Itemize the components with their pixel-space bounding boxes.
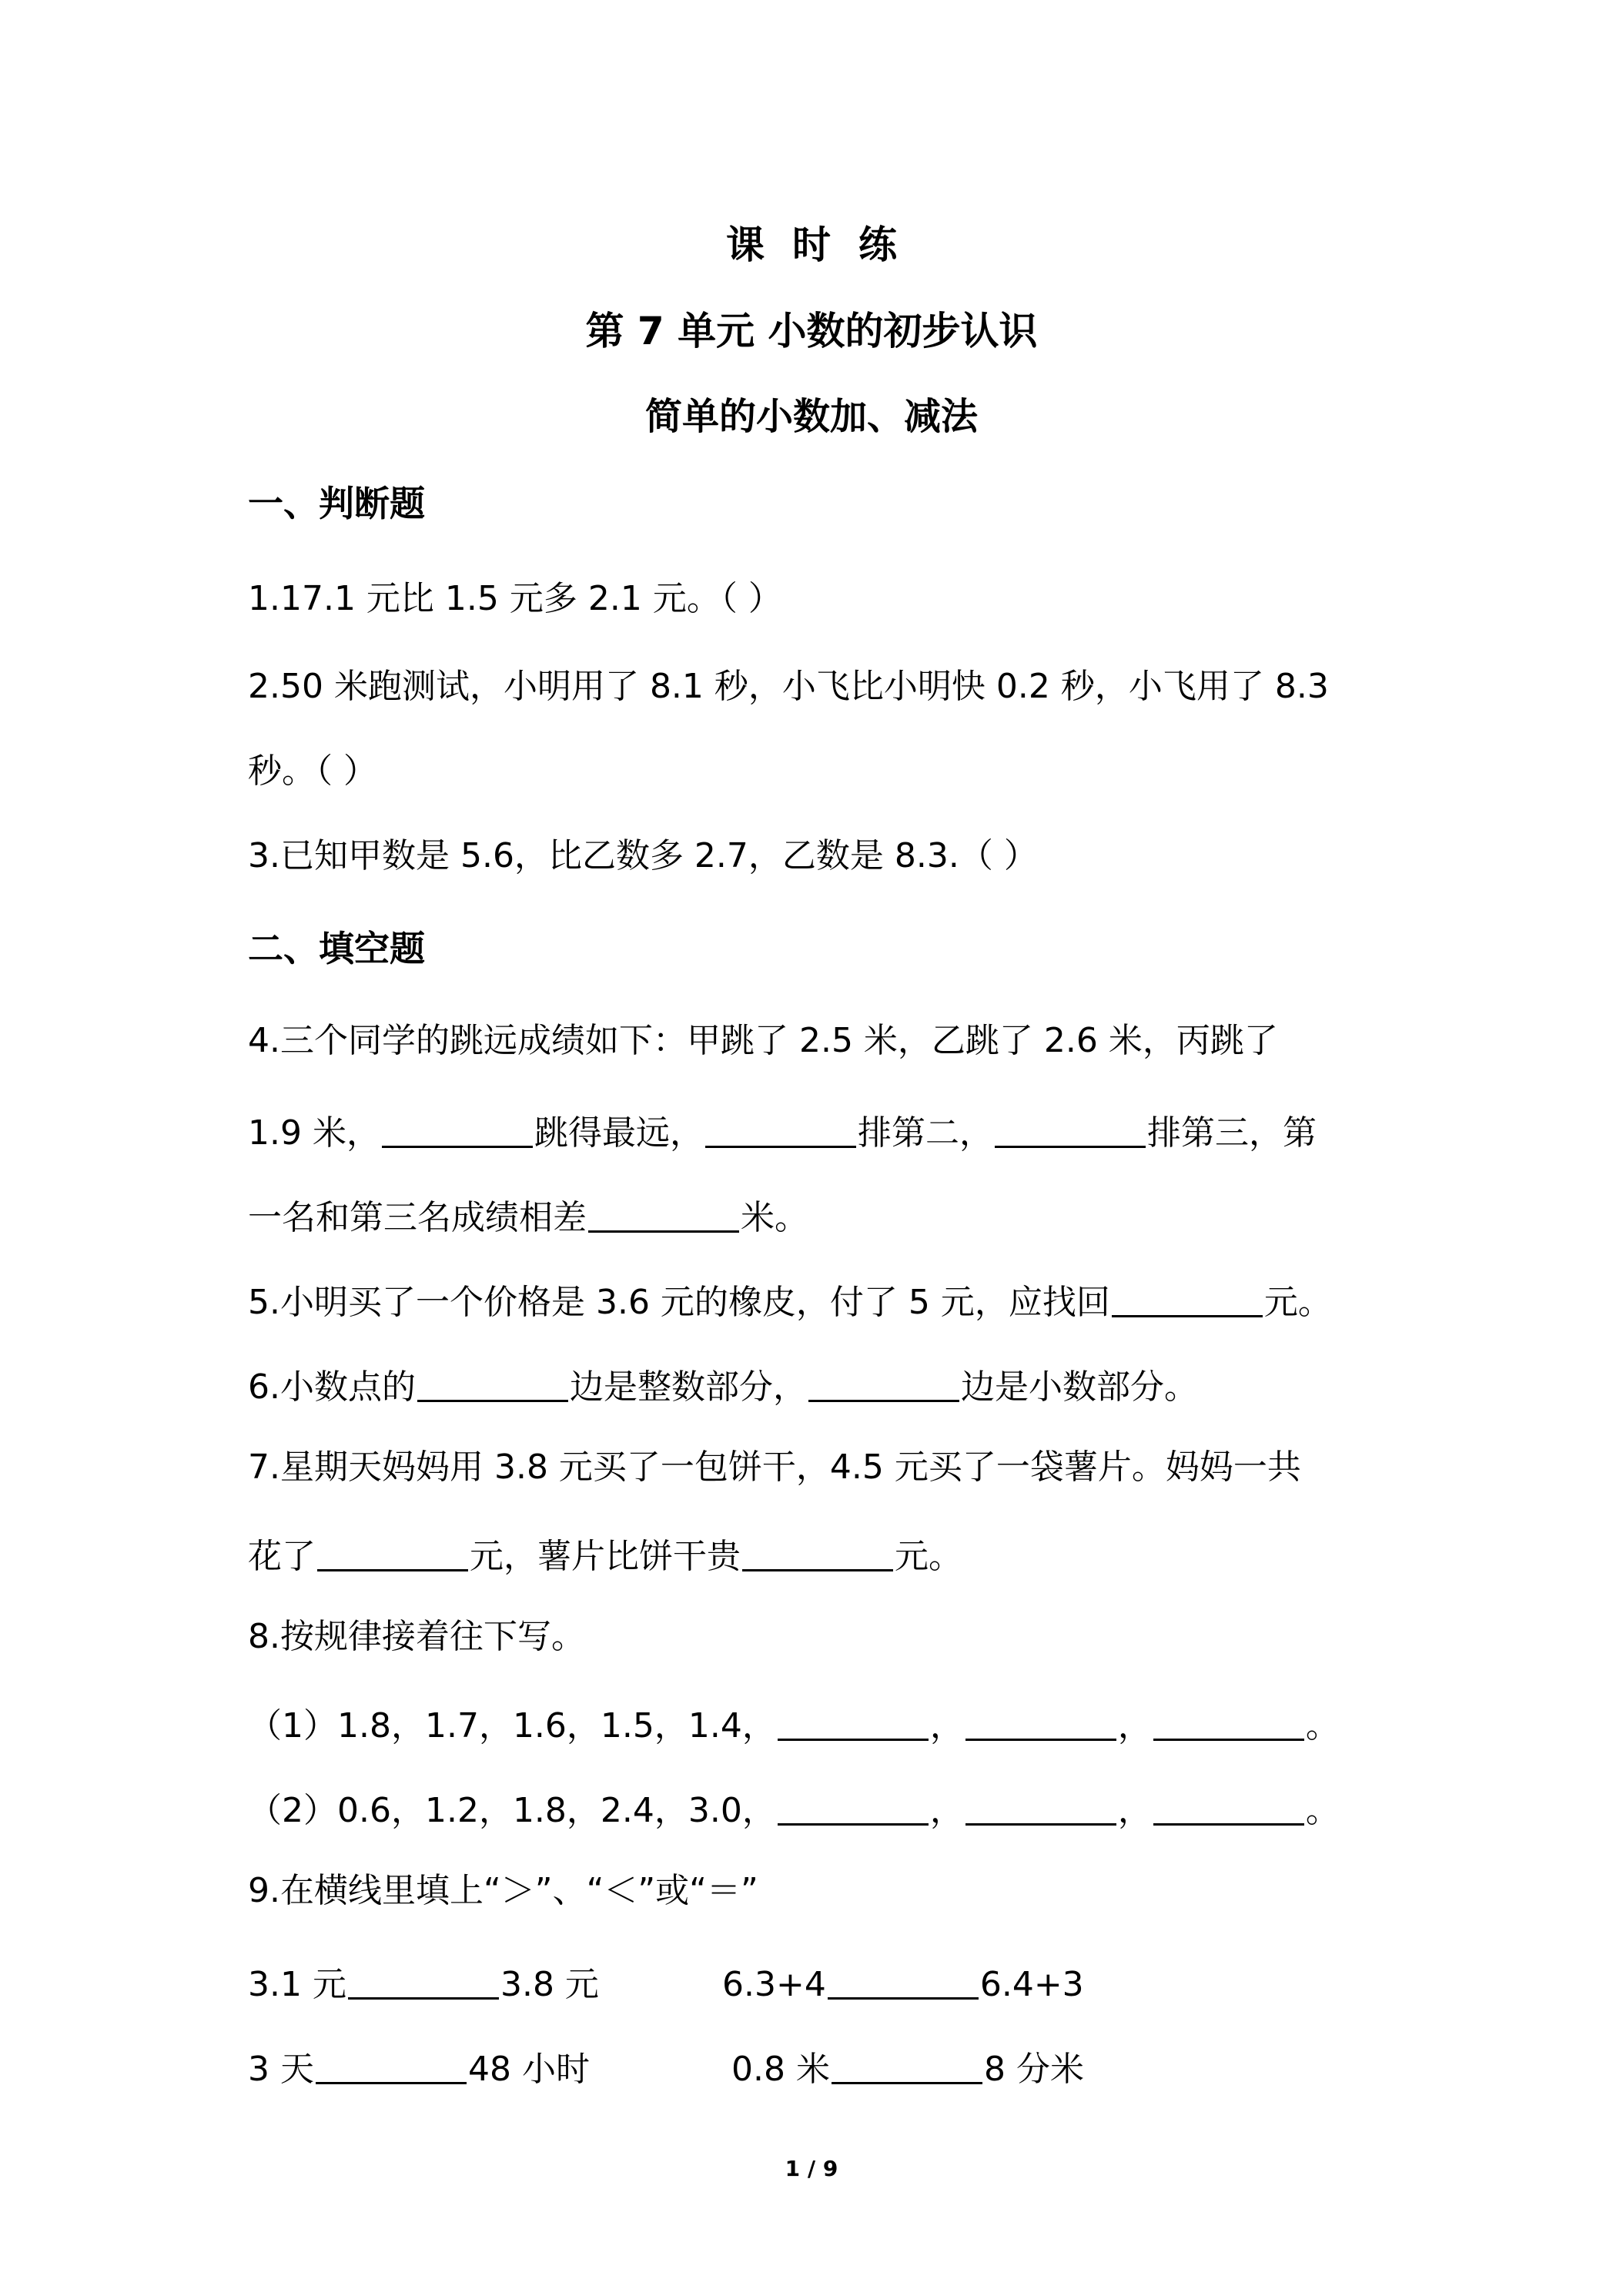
- q6-text-b: 边是整数部分，: [569, 1367, 807, 1407]
- unit-title: 第 7 单元 小数的初步认识: [585, 309, 1038, 353]
- q9-a-blank[interactable]: [348, 1960, 499, 2000]
- section-fill-blank-heading: 二、填空题: [248, 928, 425, 969]
- q5-blank[interactable]: [1112, 1278, 1263, 1317]
- q7-blank-1[interactable]: [317, 1532, 468, 1571]
- q9-c-right: 48 小时: [467, 2050, 590, 2090]
- page-number: 1 / 9: [785, 2156, 838, 2181]
- q8-2-blank-3[interactable]: [1153, 1786, 1304, 1826]
- question-2-line-2: 秒。（ ）: [248, 751, 377, 791]
- q9-b-left: 6.3+4: [722, 1965, 826, 2005]
- q7-blank-2[interactable]: [742, 1532, 893, 1571]
- q9-d-right: 8 分米: [983, 2050, 1084, 2090]
- q8-1-period: 。: [1305, 1706, 1340, 1746]
- q5-text-a: 5.小明买了一个价格是 3.6 元的橡皮，付了 5 元，应找回: [248, 1283, 1110, 1323]
- q4-text-e: 一名和第三名成绩相差: [248, 1198, 587, 1238]
- question-7-line-2: [248, 1532, 962, 1578]
- q8-1-comma-1: ，: [929, 1706, 964, 1746]
- question-8-title: 8.按规律接着往下写。: [248, 1617, 585, 1656]
- question-8-part-1: [248, 1702, 1340, 1747]
- q5-text-b: 元。: [1263, 1283, 1332, 1323]
- q6-text-c: 边是小数部分。: [960, 1367, 1198, 1407]
- q8-2-blank-1[interactable]: [778, 1786, 929, 1826]
- q8-1-blank-1[interactable]: [778, 1702, 929, 1741]
- question-6: [248, 1363, 1198, 1408]
- q8-2-comma-2: ，: [1117, 1791, 1152, 1831]
- q6-blank-1[interactable]: [417, 1363, 568, 1402]
- q4-text-c: 排第二，: [857, 1113, 993, 1153]
- q4-blank-1[interactable]: [382, 1109, 533, 1148]
- question-2-line-1: 2.50 米跑测试，小明用了 8.1 秒，小飞比小明快 0.2 秒，小飞用了 8.3: [248, 667, 1329, 706]
- question-4-line-2: [248, 1109, 1317, 1154]
- question-9-row-1: [248, 1960, 599, 2006]
- question-9-row-2-b: [731, 2045, 1084, 2090]
- q4-text-b: 跳得最远，: [534, 1113, 704, 1153]
- question-9-title: 9.在横线里填上“＞”、“＜”或“＝”: [248, 1871, 758, 1910]
- question-8-part-2: [248, 1786, 1340, 1832]
- q8-2-sequence: （2）0.6，1.2，1.8，2.4，3.0，: [248, 1791, 776, 1831]
- q9-c-blank[interactable]: [316, 2045, 467, 2084]
- q8-1-blank-2[interactable]: [965, 1702, 1116, 1741]
- question-9-row-1-b: [722, 1960, 1084, 2006]
- q9-d-left: 0.8 米: [731, 2050, 830, 2090]
- q8-1-sequence: （1）1.8，1.7，1.6，1.5，1.4，: [248, 1706, 776, 1746]
- section-true-false-heading: 一、判断题: [248, 483, 425, 524]
- q6-blank-2[interactable]: [808, 1363, 959, 1402]
- q9-d-blank[interactable]: [832, 2045, 982, 2084]
- q9-c-left: 3 天: [248, 2050, 314, 2090]
- q8-2-period: 。: [1305, 1791, 1340, 1831]
- q7-text-a: 花了: [248, 1537, 316, 1577]
- q4-text-f: 米。: [741, 1198, 808, 1238]
- q4-blank-4[interactable]: [588, 1193, 739, 1233]
- q9-a-left: 3.1 元: [248, 1965, 346, 2005]
- lesson-title: 简单的小数加、减法: [644, 395, 978, 438]
- question-9-row-2: [248, 2045, 590, 2090]
- q9-b-blank[interactable]: [828, 1960, 979, 2000]
- q4-text-d: 排第三，第: [1146, 1113, 1317, 1153]
- doc-title: 课时练: [726, 223, 925, 267]
- question-4-line-1: 4.三个同学的跳远成绩如下：甲跳了 2.5 米，乙跳了 2.6 米，丙跳了: [248, 1021, 1278, 1060]
- q7-text-b: 元，薯片比饼干贵: [470, 1537, 741, 1577]
- question-5: [248, 1278, 1332, 1324]
- q9-a-right: 3.8 元: [500, 1965, 599, 2005]
- q7-text-c: 元。: [895, 1537, 962, 1577]
- q8-2-blank-2[interactable]: [965, 1786, 1116, 1826]
- q4-text-a: 1.9 米，: [248, 1113, 380, 1153]
- question-7-line-1: 7.星期天妈妈用 3.8 元买了一包饼干，4.5 元买了一袋薯片。妈妈一共: [248, 1448, 1301, 1487]
- q4-blank-3[interactable]: [995, 1109, 1146, 1148]
- q8-2-comma-1: ，: [929, 1791, 964, 1831]
- question-1: 1.17.1 元比 1.5 元多 2.1 元。（ ）: [248, 579, 782, 618]
- q9-b-right: 6.4+3: [979, 1965, 1084, 2005]
- question-4-line-3: [248, 1193, 808, 1239]
- q6-text-a: 6.小数点的: [248, 1367, 416, 1407]
- q8-1-blank-3[interactable]: [1153, 1702, 1304, 1741]
- question-3: 3.已知甲数是 5.6，比乙数多 2.7，乙数是 8.3.（ ）: [248, 836, 1038, 875]
- q8-1-comma-2: ，: [1117, 1706, 1152, 1746]
- q4-blank-2[interactable]: [705, 1109, 856, 1148]
